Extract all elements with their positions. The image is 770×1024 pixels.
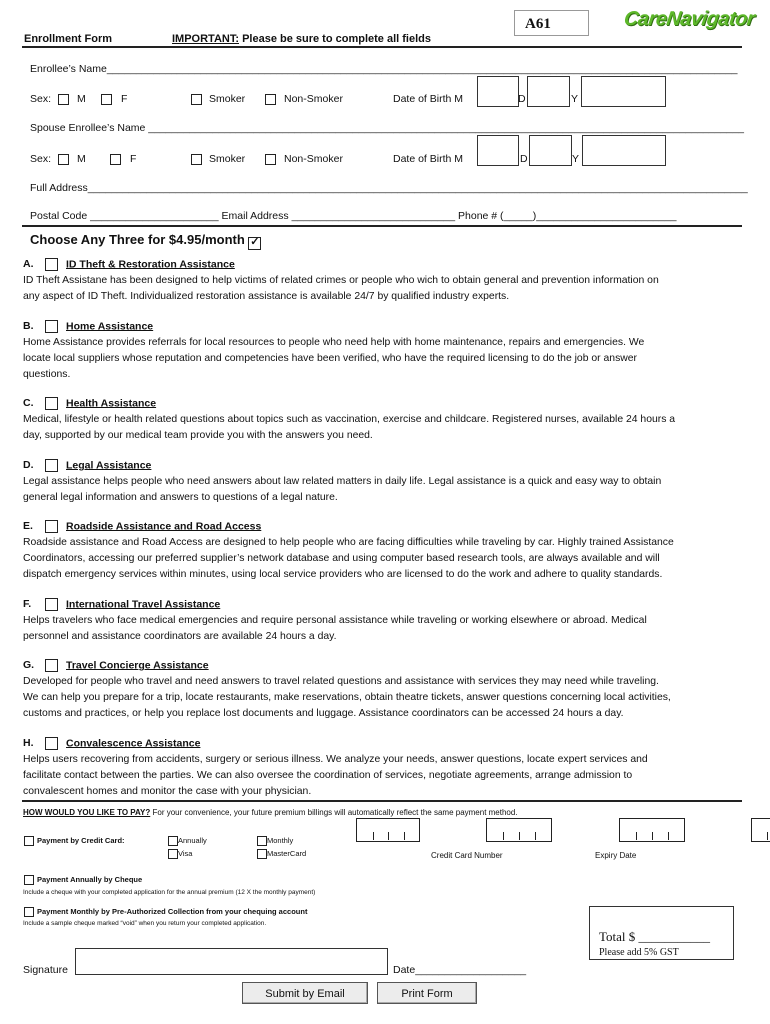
section-letter: D. — [23, 459, 34, 472]
annual-cheque-label: Payment Annually by Cheque — [37, 875, 143, 884]
enrollee-female-checkbox[interactable] — [101, 91, 112, 109]
payment-note: For your convenience, your future premium billings will automatically reflect the same payment method. — [152, 808, 518, 817]
spouse-female-label: F — [130, 153, 137, 165]
contact-row — [30, 210, 676, 222]
section-checkbox[interactable] — [45, 258, 58, 271]
section-letter: E. — [23, 520, 33, 533]
section-checkbox[interactable] — [45, 598, 58, 611]
spouse-name-field[interactable]: ______________________________________________________________________________________________________ — [145, 122, 744, 134]
enrollee-dob-label: Date of Birth M — [393, 93, 464, 105]
phone-area-field[interactable]: _____ — [503, 210, 533, 222]
spouse-sex-label: Sex: — [30, 153, 52, 165]
email-label: Email Address — [221, 210, 289, 222]
enrollee-dob-y-label: Y — [571, 93, 579, 105]
carenavigator-logo: CareNavigator — [622, 8, 756, 30]
submit-email-button[interactable]: Submit by Email — [242, 982, 368, 1004]
digit-divider — [767, 832, 768, 840]
signature-field[interactable] — [75, 948, 388, 975]
section-heading — [23, 737, 200, 750]
spouse-dob-month[interactable] — [477, 135, 519, 166]
section-title: Legal Assistance — [66, 459, 152, 472]
section-description-line: We can help you prepare for a trip, locate restaurants, make reservations, obtain theatre tickets, answer questions concerning local activities, — [23, 692, 671, 703]
section-title: Health Assistance — [66, 397, 157, 410]
section-heading — [23, 520, 261, 533]
important-label: IMPORTANT: — [172, 33, 240, 45]
section-checkbox[interactable] — [45, 320, 58, 333]
postal-code-field[interactable]: ______________________ — [90, 210, 219, 222]
monthly-pac-option[interactable] — [24, 907, 307, 917]
section-letter: G. — [23, 659, 35, 672]
choose-text: Choose Any Three for $4.95/month — [30, 232, 245, 247]
monthly-pac-label: Payment Monthly by Pre-Authorized Collection from your chequing account — [37, 907, 308, 916]
section-letter: C. — [23, 397, 34, 410]
enrollee-smoker-label: Smoker — [209, 93, 246, 105]
annual-cheque-checkbox[interactable] — [24, 875, 34, 885]
spouse-dob-y-label: Y — [572, 153, 580, 165]
enrollee-dob-year[interactable] — [581, 76, 666, 107]
section-checkbox[interactable] — [45, 397, 58, 410]
spouse-smoker-checkbox[interactable] — [191, 151, 202, 169]
section-letter: A. — [23, 258, 34, 271]
address-rule — [22, 225, 742, 227]
mastercard-option[interactable] — [257, 849, 306, 859]
section-letter: B. — [23, 320, 34, 333]
section-description — [23, 412, 749, 444]
email-field[interactable]: ____________________________ — [291, 210, 456, 222]
visa-checkbox[interactable] — [168, 849, 178, 859]
section-title: Travel Concierge Assistance — [66, 659, 209, 672]
section-checkbox[interactable] — [45, 659, 58, 672]
mastercard-checkbox[interactable] — [257, 849, 267, 859]
enrollee-nonsmoker-checkbox[interactable] — [265, 91, 276, 109]
spouse-smoker-label: Smoker — [209, 153, 246, 165]
credit-card-label: Payment by Credit Card: — [37, 836, 125, 845]
enrollee-dob-day[interactable] — [527, 76, 570, 107]
section-title: Convalescence Assistance — [66, 737, 201, 750]
digit-divider — [519, 832, 520, 840]
spouse-dob-label: Date of Birth M — [393, 153, 464, 165]
phone-field[interactable]: ________________________ — [536, 210, 677, 222]
full-address-label: Full Address — [30, 182, 88, 194]
form-title: Enrollment Form — [24, 33, 113, 45]
section-heading — [23, 397, 156, 410]
enrollee-name-label: Enrollee’s Name — [30, 63, 107, 75]
enrollee-dob-month[interactable] — [477, 76, 519, 107]
annually-checkbox[interactable] — [168, 836, 178, 846]
phone-close: ) — [532, 210, 537, 222]
payment-question-row — [23, 808, 518, 817]
payment-rule — [22, 800, 742, 802]
section-description-line: locate local suppliers whose reputation and competencies have been verified, who have the required licensing to do the job or answer — [23, 353, 638, 364]
enrollee-sex-label: Sex: — [30, 93, 52, 105]
enrollee-female-label: F — [121, 93, 128, 105]
enrollee-name-row — [30, 63, 738, 75]
section-title: Roadside Assistance and Road Access — [66, 520, 262, 533]
section-title: Home Assistance — [66, 320, 154, 333]
section-description — [23, 752, 749, 800]
cc-digit-group[interactable] — [751, 818, 770, 842]
annual-cheque-option[interactable] — [24, 875, 142, 885]
section-description-line: any aspect of ID Theft. Individualized restoration assistance is available 24/7 by qualified industry experts. — [23, 291, 510, 302]
section-description-line: dispatch emergency services within minutes, using local service providers who are licensed to do the work and adhere to quality standards. — [23, 569, 663, 580]
section-letter: H. — [23, 737, 34, 750]
section-heading — [23, 659, 209, 672]
section-description-line: personnel and assistance coordinators are available 24 hours a day. — [23, 631, 337, 642]
full-address-row — [30, 182, 748, 194]
digit-divider — [388, 832, 389, 840]
cc-number-label: Credit Card Number — [431, 851, 503, 860]
spouse-nonsmoker-label: Non-Smoker — [284, 153, 343, 165]
credit-card-checkbox[interactable] — [24, 836, 34, 846]
section-description-line: Home Assistance provides referrals for local resources to people who need help with home maintenance, repairs and emergencies. We — [23, 337, 645, 348]
annually-label: Annually — [178, 836, 207, 845]
section-description — [23, 613, 749, 645]
section-description — [23, 335, 749, 383]
section-description-line: questions. — [23, 369, 71, 380]
monthly-checkbox[interactable] — [257, 836, 267, 846]
date-field[interactable]: ___________________ — [415, 964, 527, 976]
section-checkbox[interactable] — [45, 520, 58, 533]
spouse-name-label: Spouse Enrollee’s Name — [30, 122, 146, 134]
section-description-line: general legal information and answers to questions of a legal nature. — [23, 492, 338, 503]
total-label: Total $ ___________ — [599, 929, 711, 944]
section-description-line: Legal assistance helps people who need answers about law related matters in daily life. Legal assistance is a quick and easy way to obtain — [23, 476, 662, 487]
section-description — [23, 535, 749, 583]
section-description-line: convalescent homes and monitor the case with your physician. — [23, 786, 312, 797]
digit-divider — [404, 832, 405, 840]
section-letter: F. — [23, 598, 32, 611]
section-description-line: Developed for people who travel and need answers to travel related questions and assistance with services they may need while traveling. — [23, 676, 659, 687]
full-address-field[interactable]: _________________________________________________________________________________________________________________ — [87, 182, 748, 194]
date-label: Date — [393, 964, 416, 976]
digit-divider — [535, 832, 536, 840]
print-form-button[interactable]: Print Form — [377, 982, 477, 1004]
header-rule — [22, 46, 742, 48]
annually-option[interactable] — [168, 836, 207, 846]
signature-label: Signature — [23, 964, 68, 976]
form-code: A61 — [514, 10, 589, 36]
visa-option[interactable] — [168, 849, 192, 859]
section-description-line: Medical, lifestyle or health related questions about topics such as vaccination, exercise and childcare. Registered nurses, available 24 hours a — [23, 414, 676, 425]
section-description-line: Roadside assistance and Road Access are designed to help people who are facing difficulties while traveling by car. Highly trained Assistance — [23, 537, 674, 548]
spouse-dob-day[interactable] — [529, 135, 572, 166]
credit-card-option[interactable] — [24, 836, 125, 846]
enrollee-male-label: M — [77, 93, 86, 105]
annual-cheque-note: Include a cheque with your completed application for the annual premium (12 X the monthly payment) — [23, 889, 316, 896]
total-box — [589, 906, 734, 960]
digit-divider — [668, 832, 669, 840]
monthly-label: Monthly — [267, 836, 294, 845]
section-heading — [23, 258, 235, 271]
digit-divider — [503, 832, 504, 840]
monthly-option[interactable] — [257, 836, 293, 846]
date-row — [393, 964, 526, 976]
spouse-female-checkbox[interactable] — [110, 151, 121, 169]
section-description — [23, 674, 749, 722]
digit-divider — [373, 832, 374, 840]
section-heading — [23, 459, 151, 472]
spouse-dob-year[interactable] — [582, 135, 666, 166]
section-title: International Travel Assistance — [66, 598, 221, 611]
section-description-line: day, supported by our medical team provide you with the answers you need. — [23, 430, 373, 441]
cc-digit-group[interactable] — [486, 818, 552, 842]
enrollee-name-field[interactable]: ____________________________________________________________________________________________________________ — [106, 63, 738, 75]
enrollee-dob-d-label: D — [518, 93, 526, 105]
digit-divider — [652, 832, 653, 840]
gst-note: Please add 5% GST — [599, 947, 679, 958]
choose-heading — [30, 232, 261, 249]
section-description-line: ID Theft Assistane has been designed to help victims of related crimes or people who wich to obtain general and prevention information on — [23, 275, 659, 286]
check-icon: ✓ — [250, 236, 260, 248]
visa-label: Visa — [178, 849, 193, 858]
section-heading — [23, 598, 220, 611]
important-text: Please be sure to complete all fields — [239, 33, 431, 45]
section-title: ID Theft & Restoration Assistance — [66, 258, 235, 271]
spouse-name-row — [30, 122, 744, 134]
spouse-dob-d-label: D — [520, 153, 528, 165]
section-description-line: Coordinators, accessing our preferred supplier’s network database and using computer based research tools, are always available and will — [23, 553, 660, 564]
section-description — [23, 474, 749, 506]
cc-digit-group[interactable] — [619, 818, 685, 842]
section-checkbox[interactable] — [45, 737, 58, 750]
monthly-pac-checkbox[interactable] — [24, 907, 34, 917]
expiry-label: Expiry Date — [595, 851, 637, 860]
enrollee-nonsmoker-label: Non-Smoker — [284, 93, 343, 105]
payment-question: HOW WOULD YOU LIKE TO PAY? — [23, 808, 151, 817]
spouse-male-checkbox[interactable] — [58, 151, 69, 169]
section-heading — [23, 320, 153, 333]
spouse-male-label: M — [77, 153, 86, 165]
monthly-pac-note: Include a sample cheque marked “void” when you return your completed application. — [23, 920, 267, 927]
section-description-line: customs and practices, or help you replace lost documents and luggage. Assistance coordinators can be accessed 24 hours a day. — [23, 708, 624, 719]
enrollee-smoker-checkbox[interactable] — [191, 91, 202, 109]
digit-divider — [636, 832, 637, 840]
cc-digit-group[interactable] — [356, 818, 420, 842]
phone-label: Phone # ( — [458, 210, 504, 222]
mastercard-label: MasterCard — [267, 849, 307, 858]
section-description-line: Helps travelers who face medical emergencies and require personal assistance while traveling or working elsewhere or abroad. Medical — [23, 615, 647, 626]
spouse-nonsmoker-checkbox[interactable] — [265, 151, 276, 169]
section-checkbox[interactable] — [45, 459, 58, 472]
section-description — [23, 273, 749, 305]
section-description-line: facilitate contact between the parties. We can also oversee the coordination of services, negotiate agreements, arrange admission to — [23, 770, 633, 781]
postal-code-label: Postal Code — [30, 210, 88, 222]
section-description-line: Helps users recovering from accidents, surgery or serious illness. We analyze your needs, answer questions, locate expert services and — [23, 754, 648, 765]
important-notice — [172, 33, 431, 45]
enrollee-male-checkbox[interactable] — [58, 91, 69, 109]
